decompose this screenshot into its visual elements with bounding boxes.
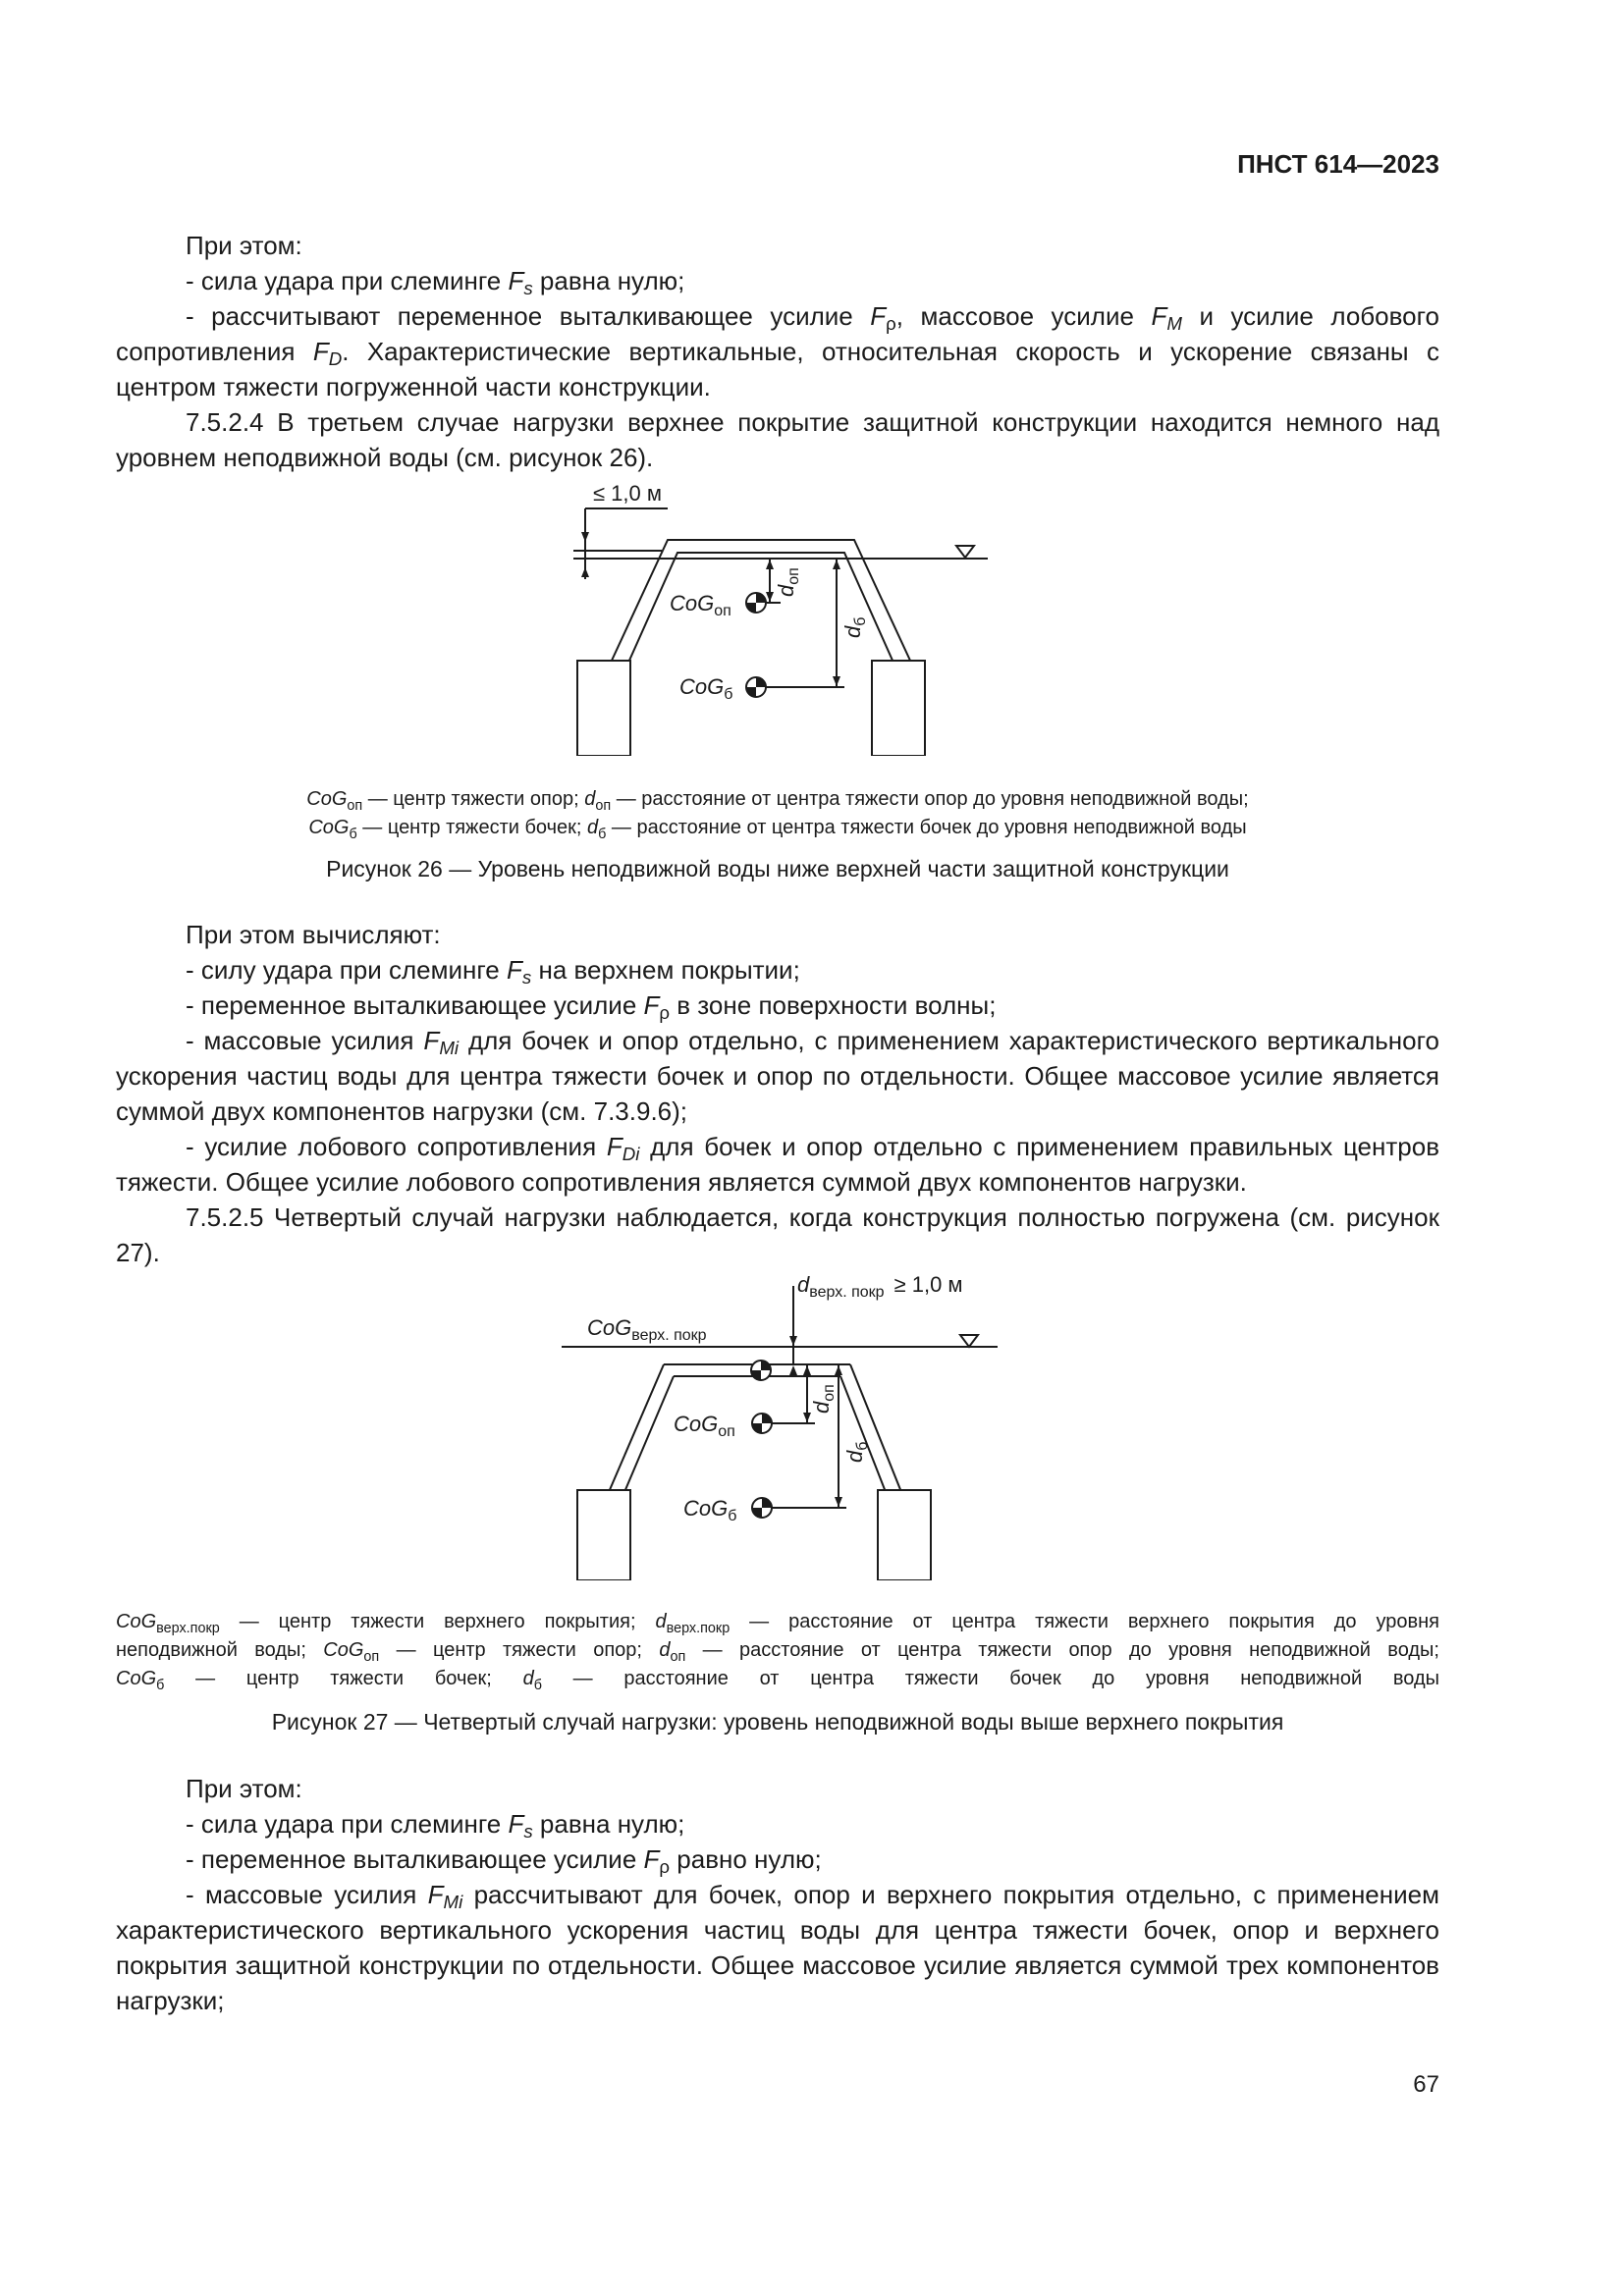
cover-outer	[609, 1364, 664, 1492]
figure-27-diagram	[550, 1266, 1021, 1580]
paragraph-7-5-2-5: 7.5.2.5 Четвертый случай нагрузки наблюдается, когда конструкция полностью погружена (см. рисунок 27).	[116, 1202, 1439, 1267]
list-item: - массовые усилия $F_{Mi}$ для бочек и опор отдельно, с применением характеристического вертикального ускорения частиц воды для центра тяжести бочек и опор по отдельности. Общее массовое усилие является суммой двух компонентов нагрузки (см. 7.3.9.6);	[116, 1026, 1439, 1126]
label-d-b: $d_б$	[842, 1441, 871, 1463]
label-cog-b: CoG$_б$	[683, 1496, 737, 1524]
paragraph: При этом:	[186, 1774, 302, 1803]
label-cog-op: CoG$_{оп}$	[670, 591, 731, 619]
cog-b-marker	[746, 677, 766, 697]
cog-vp-marker	[751, 1361, 771, 1380]
figure-26-diagram	[560, 481, 1011, 756]
figure-26-legend: CoG$_{оп}$ — центр тяжести опор; $d_{оп}$ — расстояние от центра тяжести опор до уровня неподвижной воды; CoG$_б$ — центр тяжести бочек; $d_б$ — расстояние от центра тяжести бочек до уровня неподвижной воды	[306, 788, 1249, 842]
list-item: - сила удара при слеминге $F_s$ равна нулю;	[186, 1809, 685, 1842]
dim-label-max: ≤ 1,0 м	[593, 481, 663, 506]
document-code: ПНСТ 614—2023	[1237, 149, 1439, 179]
list-item: - усилие лобового сопротивления $F_{Di}$ для бочек и опор отдельно с применением правильных центров тяжести. Общее усилие лобового сопротивления является суммой двух компонентов нагрузки.	[116, 1132, 1440, 1197]
water-level-symbol	[960, 1335, 978, 1347]
barrel-left	[577, 1490, 630, 1580]
list-item: - переменное выталкивающее усилие $F_\rho$ в зоне поверхности волны;	[186, 990, 997, 1023]
list-item: - силу удара при слеминге $F_s$ на верхнем покрытии;	[186, 955, 800, 988]
cover-inner	[624, 1376, 674, 1492]
section-load-case-2-tail	[116, 228, 1439, 475]
list-item: - сила удара при слеминге $F_s$ равна нулю;	[186, 266, 685, 298]
paragraph: При этом вычисляют:	[186, 920, 441, 949]
paragraph: При этом:	[186, 231, 302, 260]
figure-27-legend: CoG$_{верх.покр}$ — центр тяжести верхнего покрытия; $d_{верх.покр}$ — расстояние от центра тяжести верхнего покрытия до уровня неподвижной воды; CoG$_{оп}$ — центр тяжести опор; $d_{оп}$ — расстояние от центра тяжести опор до уровня неподвижной воды; CoG$_б$ — центр тяжести бочек; $d_б$ — расстояние от центра тяжести бочек до уровня неподвижной воды	[116, 1611, 1439, 1693]
list-item: - рассчитывают переменное выталкивающее усилие $F_\rho$, массовое усилие $F_M$ и усилие лобового сопротивления $F_D$. Характеристические вертикальные, относительная скорость и ускорение связаны с центром тяжести погруженной части конструкции.	[116, 301, 1439, 401]
label-cog-vp: CoG$_{верх. покр}$	[587, 1315, 707, 1344]
list-item: - массовые усилия $F_{Mi}$ рассчитывают для бочек, опор и верхнего покрытия отдельно, с применением характеристического вертикального ускорения частиц воды для центра тяжести бочек, опор и верхнего покрытия защитной конструкции по отдельности. Общее массовое усилие является суммой трех компонентов нагрузки;	[116, 1880, 1439, 2015]
page-number: 67	[1413, 2071, 1439, 2098]
paragraph-7-5-2-4: 7.5.2.4 В третьем случае нагрузки верхнее покрытие защитной конструкции находится немного над уровнем неподвижной воды (см. рисунок 26).	[116, 407, 1439, 472]
list-item: - переменное выталкивающее усилие $F_\rho$ равно нулю;	[186, 1844, 822, 1877]
label-cog-b: CoG$_б$	[679, 674, 733, 703]
cog-op-marker	[752, 1414, 772, 1433]
section-load-case-3	[116, 917, 1439, 1270]
label-d-b: $d_б$	[840, 616, 869, 638]
section-load-case-4	[116, 1771, 1439, 2018]
cog-b-marker	[752, 1498, 772, 1518]
barrel-right	[872, 661, 925, 756]
barrel-right	[878, 1490, 931, 1580]
label-d-op: $d_{оп}$	[809, 1384, 838, 1414]
figure-27-title: Рисунок 27 — Четвертый случай нагрузки: уровень неподвижной воды выше верхнего покрытия	[271, 1709, 1284, 1735]
water-level-symbol	[956, 546, 974, 558]
cog-op-marker	[746, 593, 766, 613]
label-d-vp: $d_{верх. покр} \ge 1,0$ м	[797, 1272, 963, 1301]
label-d-op: $d_{оп}$	[774, 567, 802, 597]
figure-26-title: Рисунок 26 — Уровень неподвижной воды ниже верхней части защитной конструкции	[326, 856, 1229, 881]
barrel-left	[577, 661, 630, 756]
label-cog-op: CoG$_{оп}$	[674, 1412, 735, 1440]
